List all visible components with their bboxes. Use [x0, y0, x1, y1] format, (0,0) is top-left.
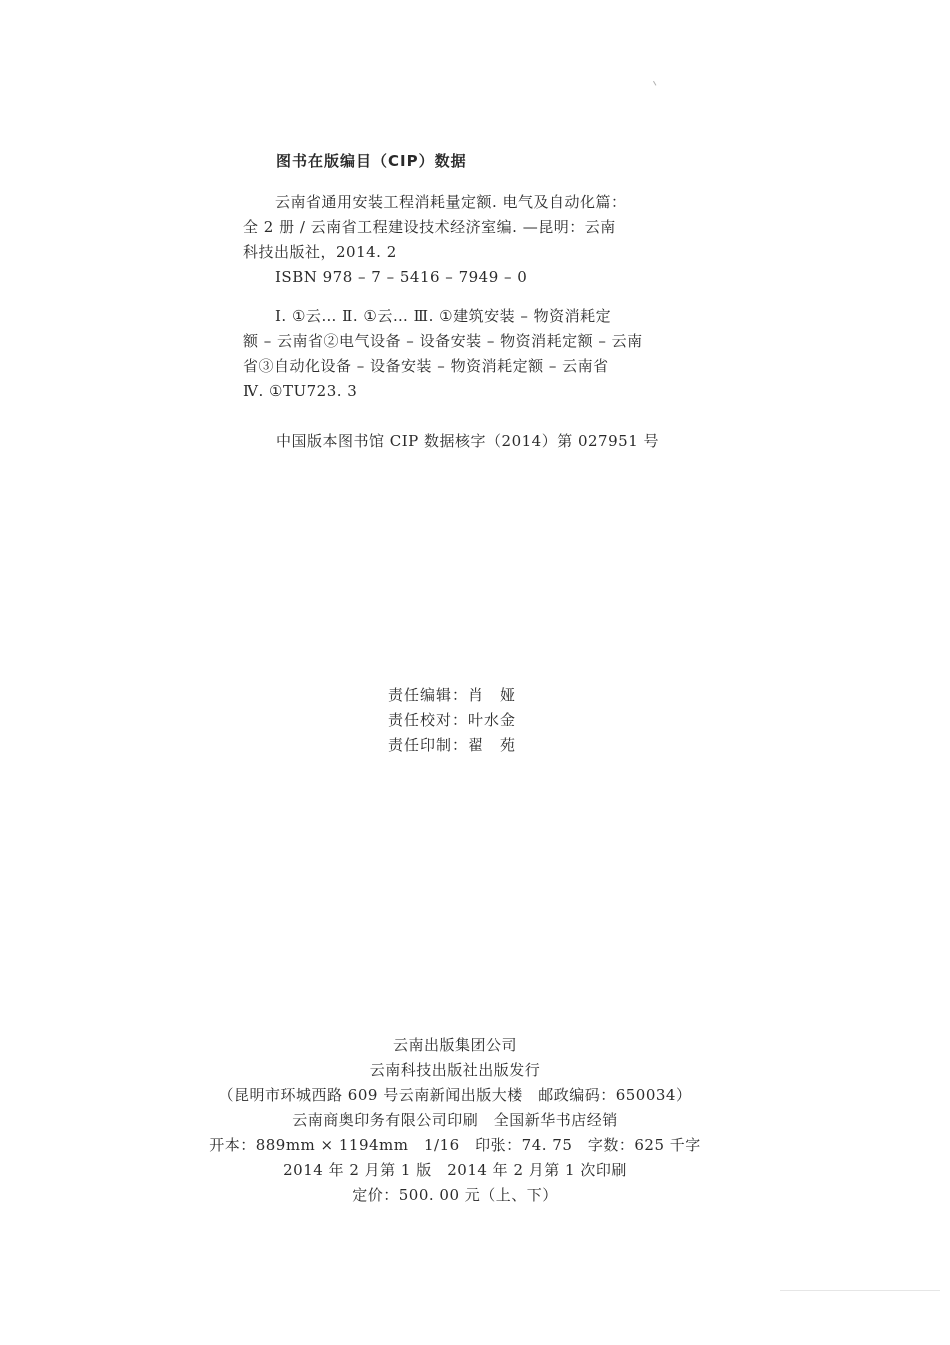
editorial-staff	[388, 683, 516, 758]
imprint-price: 定价：500. 00 元（上、下）	[352, 1186, 558, 1204]
publisher-imprint	[0, 1033, 910, 1208]
imprint-address: （昆明市环城西路 609 号云南新闻出版大楼 邮政编码：650034）	[218, 1086, 692, 1104]
cip-subject-line: 省③自动化设备 – 设备安装 – 物资消耗定额 – 云南省	[243, 357, 609, 375]
cip-subject-line: Ⅰ. ①云… Ⅱ. ①云… Ⅲ. ①建筑安装 – 物资消耗定	[275, 307, 612, 325]
cip-record-line: 全 2 册 / 云南省工程建设技术经济室编. —昆明：云南	[243, 218, 616, 236]
staff-printing: 责任印制：翟 苑	[388, 736, 517, 754]
imprint-group: 云南出版集团公司	[392, 1036, 517, 1054]
cip-record	[243, 190, 673, 290]
scan-edge-line	[780, 1290, 940, 1291]
cip-subjects	[243, 304, 673, 404]
cip-isbn: ISBN 978 – 7 – 5416 – 7949 – 0	[275, 268, 528, 286]
imprint-printer: 云南商奥印务有限公司印刷 全国新华书店经销	[292, 1111, 618, 1129]
imprint-publisher: 云南科技出版社出版发行	[369, 1061, 541, 1079]
cip-classification: Ⅳ. ①TU723. 3	[243, 382, 358, 400]
cip-record-line: 科技出版社，2014. 2	[243, 243, 397, 261]
cip-record-line: 云南省通用安装工程消耗量定额. 电气及自动化篇：	[275, 193, 627, 211]
imprint-edition: 2014 年 2 月第 1 版 2014 年 2 月第 1 次印刷	[283, 1161, 627, 1179]
staff-editor: 责任编辑：肖 娅	[388, 686, 517, 704]
scan-speck	[653, 79, 659, 85]
cip-heading: 图书在版编目（CIP）数据	[276, 152, 467, 170]
cip-subject-line: 额 – 云南省②电气设备 – 设备安装 – 物资消耗定额 – 云南	[243, 332, 643, 350]
staff-proofreader: 责任校对：叶水金	[388, 711, 517, 729]
imprint-format: 开本：889mm × 1194mm 1/16 印张：74. 75 字数：625 千字	[209, 1136, 701, 1154]
cip-data-number: 中国版本图书馆 CIP 数据核字（2014）第 027951 号	[276, 432, 660, 450]
